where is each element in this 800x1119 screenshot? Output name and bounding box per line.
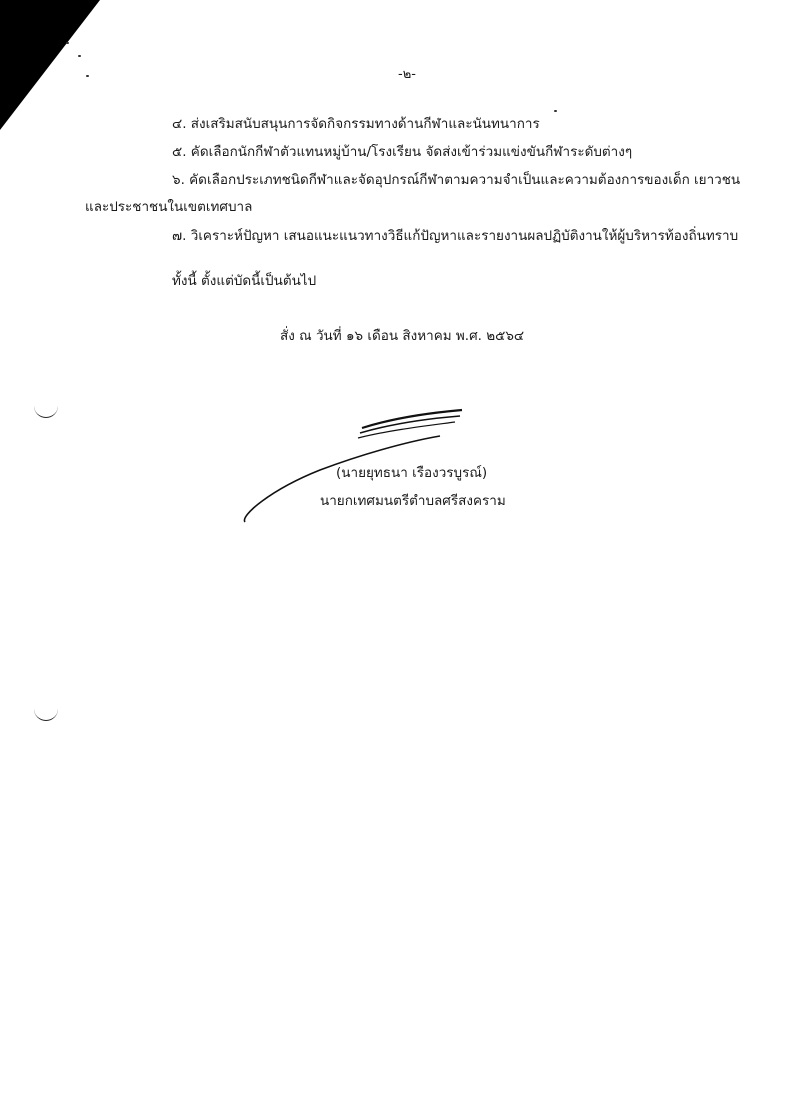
scan-speck bbox=[86, 75, 89, 77]
list-item: ๗. วิเคราะห์ปัญหา เสนอแนะแนวทางวิธีแก้ปัญหาและรายงานผลปฏิบัติงานให้ผู้บริหารท้องถิ่นทราบ bbox=[172, 228, 739, 244]
effective-clause: ทั้งนี้ ตั้งแต่บัดนี้เป็นต้นไป bbox=[172, 273, 317, 289]
signatory-name: (นายยุทธนา เรืองวรบูรณ์) bbox=[336, 465, 488, 481]
list-item: ๖. คัดเลือกประเภทชนิดกีฬาและจัดอุปกรณ์กีฬาตามความจำเป็นและความต้องการของเด็ก เยาวชน bbox=[172, 172, 741, 188]
scan-corner-fold bbox=[0, 0, 100, 130]
list-item-continuation: และประชาชนในเขตเทศบาล bbox=[85, 199, 253, 215]
punch-hole-mark bbox=[34, 708, 58, 721]
signatory-position: นายกเทศมนตรีตำบลศรีสงคราม bbox=[320, 493, 506, 509]
list-item: ๔. ส่งเสริมสนับสนุนการจัดกิจกรรมทางด้านกีฬาและนันทนาการ bbox=[172, 116, 540, 132]
scan-speck bbox=[78, 55, 81, 57]
scan-speck bbox=[554, 110, 557, 112]
order-date: สั่ง ณ วันที่ ๑๖ เดือน สิงหาคม พ.ศ. ๒๕๖๔ bbox=[280, 328, 525, 344]
page-number: -๒- bbox=[398, 67, 416, 82]
punch-hole-mark bbox=[34, 405, 58, 418]
scan-speck bbox=[66, 42, 69, 44]
list-item: ๕. คัดเลือกนักกีฬาตัวแทนหมู่บ้าน/โรงเรียน จัดส่งเข้าร่วมแข่งขันกีฬาระดับต่างๆ bbox=[172, 144, 633, 160]
